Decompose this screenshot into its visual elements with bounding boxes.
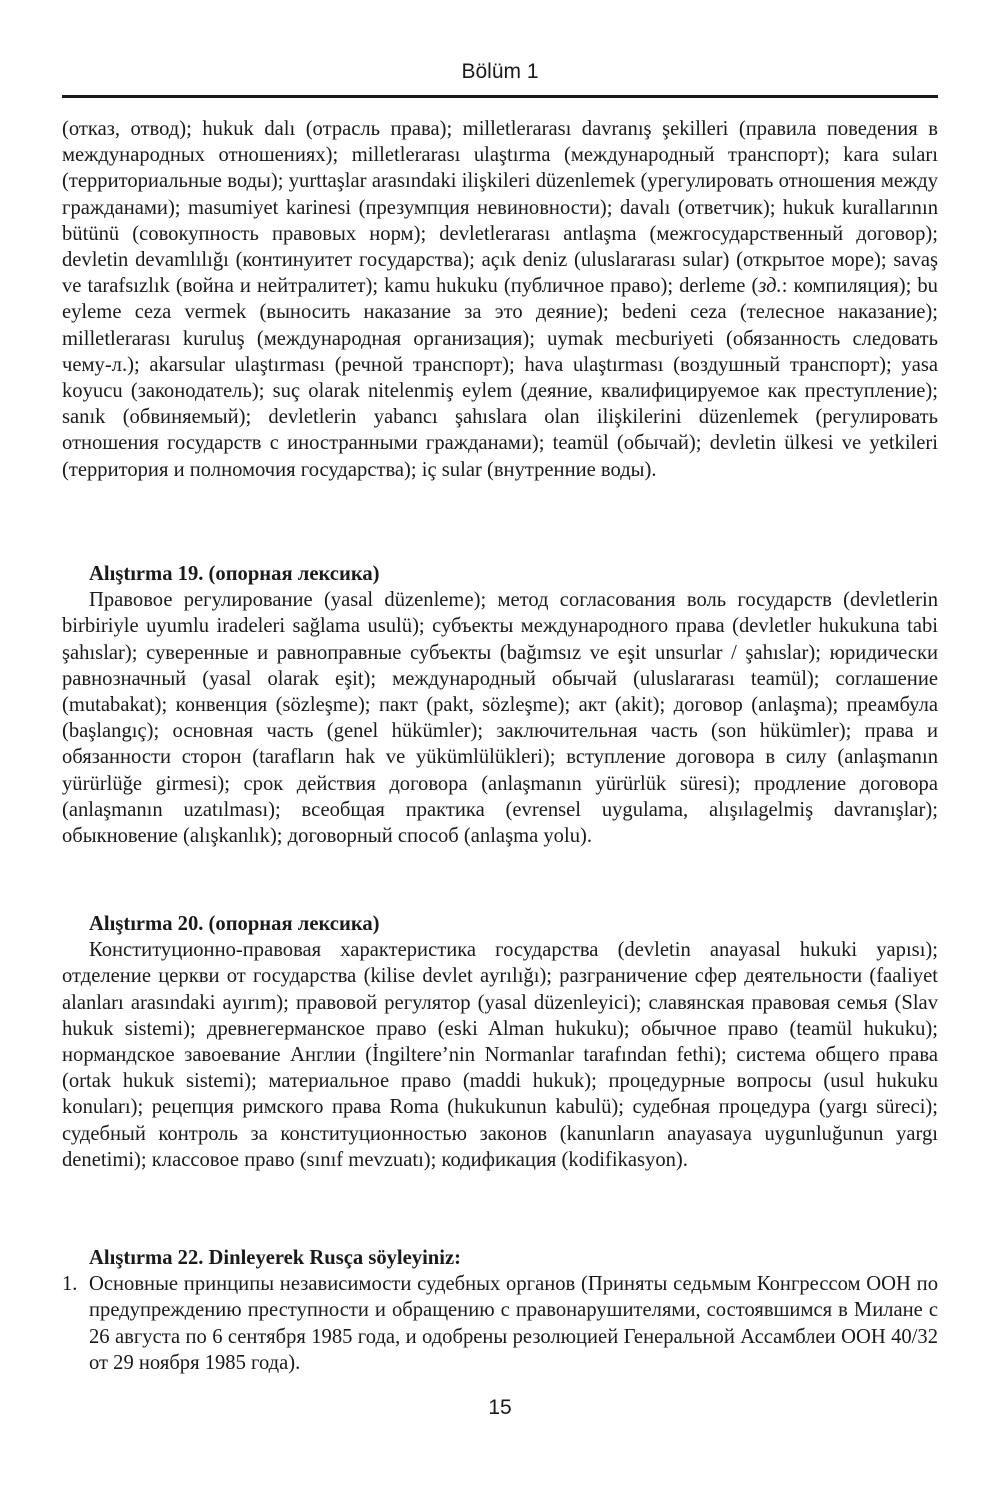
exercise-22 — [62, 1245, 938, 1376]
abbreviation: зд. — [758, 275, 782, 298]
exercise-title: Alıştırma 22. Dinleyerek Rusça söyleyiniz: — [89, 1247, 461, 1269]
exercise-title: Alıştırma 19. (опорная лексика) — [89, 563, 380, 585]
item-number: 1. — [62, 1273, 78, 1296]
continuation-paragraph — [62, 116, 938, 483]
exercise-text: Правовое регулирование (yasal düzenleme); метод согласования воль государств (devletlerin birbiriyle uyumlu iradeleri sağlama usulü); субъекты международного права (devletler hukukuna tabi şahıslar); суверенные и равноправные субъекты (bağımsız ve eşit unsurlar / şahıslar); юридически равнозначный (yasal olarak eşit); международный обычай (uluslararası teamül); соглашение (mutabakat); конвенция (sözleşme); пакт (pakt, sözleşme); акт (akit); договор (anlaşma); преамбула (başlangıç); основная часть (genel hükümler); заключительная часть (son hükümler); права и обязанности сторон (tarafların hak ve yükümlülükleri); вступление договора в силу (anlaşmanın yürürlüğe girmesi); срок действия договора (anlaşmanın yürürlük süresi); продление договора (anlaşmanın uzatılması); всеобщая практика (evrensel uygulama, alışılagelmiş davranışlar); обыкновение (alışkanlık); договорный способ (anlaşma yolu). — [62, 589, 938, 848]
numbered-item — [62, 1271, 938, 1376]
exercise-19 — [62, 561, 938, 849]
vocabulary-continuation — [62, 116, 938, 483]
exercise-title: Alıştırma 20. (опорная лексика) — [89, 913, 380, 935]
exercise-20 — [62, 911, 938, 1173]
continuation-text-after: : компиляция); bu eyleme ceza vermek (выносить наказание за это деяние); bedeni ceza (телесное наказание); milletlerarası kuruluş (международная организация); uymak mecburiyeti (обязанность следовать чему-л.); akarsular ulaştırması (речной транспорт); hava ulaştırması (воздушный транспорт); yasa koyucu (законодатель); suç olarak nitelenmiş eylem (деяние, квалифицируемое как преступление); sanık (обвиняемый); devletlerin yabancı şahıslara olan ilişkilerini düzenlemek (регулировать отношения государств с иностранными гражданами); teamül (обычай); devletin ülkesi ve yetkileri (территория и полномочия государства); iç sular (внутренние воды). — [62, 275, 938, 481]
exercise-text: Конституционно-правовая характеристика государства (devletin anayasal hukuki yapısı); отделение церкви от государства (kilise devlet ayrılığı); разграничение сфер деятельности (faaliyet alanları arasındaki ayırım); правовой регулятор (yasal düzenleyici); славянская правовая семья (Slav hukuk sistemi); древнегерманское право (eski Alman hukuku); обычное право (teamül hukuku); нормандское завоевание Англии (İngiltere’nin Normanlar tarafından fethi); система общего права (ortak hukuk sistemi); материальное право (maddi hukuk); процедурные вопросы (usul hukuku konuları); рецепция римского права Roma (hukukunun kabulü); судебная процедура (yargı süreci); судебный контроль за конституционностью законов (kanunların anayasaya uygunluğunun yargı denetimi); классовое право (sınıf mevzuatı); кодификация (kodifikasyon). — [62, 939, 938, 1171]
page-number: 15 — [488, 1396, 512, 1419]
item-text: Основные принципы независимости судебных органов (Приняты седьмым Конгрессом ООН по предупреждению преступности и обращению с правонарушителями, состоявшимся в Милане с 26 августа по 6 сентября 1985 года, и одобрены резолюцией Генеральной Ассамблеи ООН 40/32 от 29 ноября 1985 года). — [89, 1273, 938, 1374]
header-rule — [62, 95, 938, 98]
page-header: Bölüm 1 — [461, 60, 539, 83]
continuation-text: (отказ, отвод); hukuk dalı (отрасль права); milletlerarası davranış şekilleri (правила поведения в международных отношениях); milletlerarası ulaştırma (международный транспорт); kara suları (территориальные воды); yurttaşlar arasındaki ilişkileri düzenlemek (урегулировать отношения между гражданами); masumiyet karinesi (презумпция невиновности); davalı (ответчик); hukuk kurallarının bütünü (совокупность правовых норм); devletlerarası antlaşma (межгосударственный договор); devletin devamlılığı (континуитет государства); açık deniz (uluslararası sular) (открытое море); savaş ve tarafsızlık (война и нейтралитет); kamu hukuku (публичное право); derleme ( — [62, 118, 938, 298]
